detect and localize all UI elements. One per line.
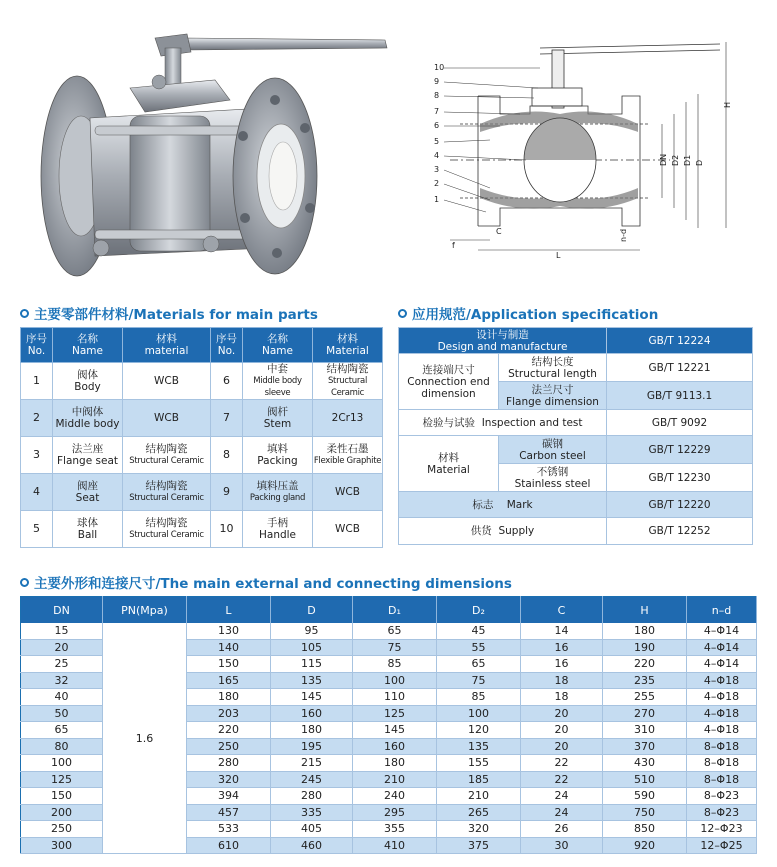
header-name-2: 名称 Name xyxy=(243,328,313,363)
cell-d2: 210 xyxy=(437,788,521,805)
cell-d2: 120 xyxy=(437,722,521,739)
header-no: 序号 No. xyxy=(21,328,53,363)
cell-material-2: 柔性石墨 Flexible Graphite xyxy=(313,437,383,474)
dim-d2: D2 xyxy=(671,154,680,166)
cell-l: 150 xyxy=(187,656,271,673)
cell-d2: 265 xyxy=(437,804,521,821)
app-supply-label: 供货 Supply xyxy=(399,518,607,545)
cell-h: 220 xyxy=(603,656,687,673)
cell-l: 180 xyxy=(187,689,271,706)
cell-nd: 8–Φ23 xyxy=(687,788,757,805)
cell-d1: 100 xyxy=(353,672,437,689)
header-no-2: 序号 No. xyxy=(211,328,243,363)
cell-no: 1 xyxy=(21,363,53,400)
cell-d: 460 xyxy=(271,837,353,854)
cell-material: WCB xyxy=(123,363,211,400)
callout-4: 4 xyxy=(434,151,440,160)
cell-d1: 75 xyxy=(353,639,437,656)
cell-material-2: 结构陶瓷 Structural Ceramic xyxy=(313,363,383,400)
cell-name-2: 手柄 Handle xyxy=(243,511,313,548)
header-name: 名称 Name xyxy=(53,328,123,363)
dimensions-header-row xyxy=(21,597,757,624)
cell-nd: 4–Φ14 xyxy=(687,639,757,656)
cell-no: 2 xyxy=(21,400,53,437)
header-material-2: 材料 Material xyxy=(313,328,383,363)
cell-nd: 4–Φ14 xyxy=(687,656,757,673)
cell-dn: 80 xyxy=(21,738,103,755)
cell-dn: 250 xyxy=(21,821,103,838)
dim-header-0: DN xyxy=(21,597,103,624)
cross-section-drawing xyxy=(430,28,760,268)
cell-d1: 145 xyxy=(353,722,437,739)
bullet-icon xyxy=(20,309,29,318)
cell-h: 920 xyxy=(603,837,687,854)
dimensions-table xyxy=(20,596,757,854)
dimensions-row xyxy=(21,623,757,639)
cell-nd: 12–Φ25 xyxy=(687,837,757,854)
cell-d1: 295 xyxy=(353,804,437,821)
cell-d: 115 xyxy=(271,656,353,673)
dim-h: H xyxy=(723,101,732,108)
app-design-value: GB/T 12224 xyxy=(607,328,753,354)
dim-f: f xyxy=(452,241,455,250)
cell-name: 法兰座 Flange seat xyxy=(53,437,123,474)
cell-no-2: 8 xyxy=(211,437,243,474)
dim-header-8: n–d xyxy=(687,597,757,624)
cell-d: 280 xyxy=(271,788,353,805)
cell-h: 370 xyxy=(603,738,687,755)
dim-header-6: C xyxy=(521,597,603,624)
cell-d1: 180 xyxy=(353,755,437,772)
cell-dn: 15 xyxy=(21,623,103,639)
materials-row xyxy=(21,363,383,400)
cell-c: 30 xyxy=(521,837,603,854)
dim-header-7: H xyxy=(603,597,687,624)
cell-d: 95 xyxy=(271,623,353,639)
cell-dn: 25 xyxy=(21,656,103,673)
cell-nd: 4–Φ18 xyxy=(687,672,757,689)
cell-material: WCB xyxy=(123,400,211,437)
cell-d: 245 xyxy=(271,771,353,788)
cell-no: 3 xyxy=(21,437,53,474)
app-cs-value: GB/T 12229 xyxy=(607,436,753,464)
dim-header-4: D₁ xyxy=(353,597,437,624)
app-row-inspection xyxy=(399,410,753,436)
cell-d1: 240 xyxy=(353,788,437,805)
cell-d1: 110 xyxy=(353,689,437,706)
cell-dn: 300 xyxy=(21,837,103,854)
cell-l: 165 xyxy=(187,672,271,689)
dimensions-title: 主要外形和连接尺寸/The main external and connecting dimensions xyxy=(20,572,512,592)
cell-d2: 375 xyxy=(437,837,521,854)
app-row-supply xyxy=(399,518,753,545)
cell-material-2: WCB xyxy=(313,511,383,548)
app-mark-value: GB/T 12220 xyxy=(607,492,753,518)
cell-name-2: 填料压盖 Packing gland xyxy=(243,474,313,511)
cell-l: 203 xyxy=(187,705,271,722)
cell-d1: 125 xyxy=(353,705,437,722)
dim-nd: n-d xyxy=(619,228,628,242)
cell-c: 20 xyxy=(521,738,603,755)
cell-nd: 8–Φ18 xyxy=(687,738,757,755)
app-conn-label: 连接端尺寸 Connection end dimension xyxy=(399,354,499,410)
cell-l: 130 xyxy=(187,623,271,639)
cell-h: 430 xyxy=(603,755,687,772)
cell-c: 22 xyxy=(521,755,603,772)
cell-dn: 65 xyxy=(21,722,103,739)
app-mark-label: 标志 Mark xyxy=(399,492,607,518)
bullet-icon xyxy=(20,578,29,587)
cell-d2: 65 xyxy=(437,656,521,673)
cell-h: 190 xyxy=(603,639,687,656)
cell-d2: 135 xyxy=(437,738,521,755)
callout-3: 3 xyxy=(434,165,440,174)
cell-c: 16 xyxy=(521,656,603,673)
dim-c: C xyxy=(496,227,502,236)
cell-c: 20 xyxy=(521,722,603,739)
cell-nd: 4–Φ14 xyxy=(687,623,757,639)
app-row-structural xyxy=(399,354,753,382)
app-flange-label: 法兰尺寸 Flange dimension xyxy=(499,382,607,410)
cell-no: 4 xyxy=(21,474,53,511)
cell-nd: 12–Φ23 xyxy=(687,821,757,838)
callout-9: 9 xyxy=(434,77,440,86)
application-table xyxy=(398,327,753,545)
cell-h: 180 xyxy=(603,623,687,639)
cell-dn: 32 xyxy=(21,672,103,689)
dim-dn: DN xyxy=(659,153,668,166)
cell-nd: 4–Φ18 xyxy=(687,705,757,722)
callout-10: 10 xyxy=(434,63,445,72)
cell-dn: 100 xyxy=(21,755,103,772)
cell-d: 135 xyxy=(271,672,353,689)
cell-h: 255 xyxy=(603,689,687,706)
cell-pn: 1.6 xyxy=(103,623,187,854)
cell-d: 215 xyxy=(271,755,353,772)
cell-d: 180 xyxy=(271,722,353,739)
callout-8: 8 xyxy=(434,91,440,100)
cell-d: 335 xyxy=(271,804,353,821)
dim-d1: D1 xyxy=(683,154,692,166)
cell-c: 20 xyxy=(521,705,603,722)
dim-header-3: D xyxy=(271,597,353,624)
dim-l: L xyxy=(556,251,561,260)
cell-d2: 320 xyxy=(437,821,521,838)
cell-d2: 85 xyxy=(437,689,521,706)
cell-name: 阀体 Body xyxy=(53,363,123,400)
dim-header-5: D₂ xyxy=(437,597,521,624)
cell-dn: 150 xyxy=(21,788,103,805)
cell-d1: 210 xyxy=(353,771,437,788)
cell-no-2: 10 xyxy=(211,511,243,548)
cell-d2: 100 xyxy=(437,705,521,722)
cell-h: 850 xyxy=(603,821,687,838)
app-material-label: 材料 Material xyxy=(399,436,499,492)
cell-l: 394 xyxy=(187,788,271,805)
application-title: 应用规范/Application specification xyxy=(398,303,658,323)
cell-d1: 355 xyxy=(353,821,437,838)
app-insp-value: GB/T 9092 xyxy=(607,410,753,436)
cell-d1: 410 xyxy=(353,837,437,854)
cell-d2: 75 xyxy=(437,672,521,689)
cell-l: 220 xyxy=(187,722,271,739)
cell-dn: 40 xyxy=(21,689,103,706)
cell-no-2: 7 xyxy=(211,400,243,437)
materials-row xyxy=(21,400,383,437)
cell-nd: 8–Φ18 xyxy=(687,755,757,772)
cell-name-2: 中套 Middle body sleeve xyxy=(243,363,313,400)
cell-nd: 4–Φ18 xyxy=(687,722,757,739)
materials-table xyxy=(20,327,383,548)
cell-c: 24 xyxy=(521,804,603,821)
cell-h: 235 xyxy=(603,672,687,689)
cell-l: 280 xyxy=(187,755,271,772)
header-material: 材料 material xyxy=(123,328,211,363)
cell-nd: 4–Φ18 xyxy=(687,689,757,706)
cell-c: 18 xyxy=(521,689,603,706)
cell-c: 26 xyxy=(521,821,603,838)
cell-d: 195 xyxy=(271,738,353,755)
cell-material-2: WCB xyxy=(313,474,383,511)
materials-row xyxy=(21,511,383,548)
cell-l: 533 xyxy=(187,821,271,838)
valve-photo xyxy=(35,8,405,288)
cell-d1: 65 xyxy=(353,623,437,639)
cell-l: 610 xyxy=(187,837,271,854)
cell-d: 160 xyxy=(271,705,353,722)
cell-d1: 85 xyxy=(353,656,437,673)
app-cs-label: 碳钢 Carbon steel xyxy=(499,436,607,464)
cell-dn: 50 xyxy=(21,705,103,722)
cell-h: 510 xyxy=(603,771,687,788)
app-insp-label: 检验与试验 Inspection and test xyxy=(399,410,607,436)
cell-name: 中阀体 Middle body xyxy=(53,400,123,437)
cell-nd: 8–Φ23 xyxy=(687,804,757,821)
cell-dn: 125 xyxy=(21,771,103,788)
cell-l: 320 xyxy=(187,771,271,788)
cell-c: 16 xyxy=(521,639,603,656)
materials-title: 主要零部件材料/Materials for main parts xyxy=(20,303,318,323)
cell-h: 310 xyxy=(603,722,687,739)
cell-l: 250 xyxy=(187,738,271,755)
callout-7: 7 xyxy=(434,107,440,116)
cell-c: 14 xyxy=(521,623,603,639)
cell-name-2: 填料 Packing xyxy=(243,437,313,474)
cell-no-2: 6 xyxy=(211,363,243,400)
app-supply-value: GB/T 12252 xyxy=(607,518,753,545)
app-ss-label: 不锈钢 Stainless steel xyxy=(499,464,607,492)
cell-name: 阀座 Seat xyxy=(53,474,123,511)
dim-header-2: L xyxy=(187,597,271,624)
cell-d1: 160 xyxy=(353,738,437,755)
cell-c: 22 xyxy=(521,771,603,788)
cell-material-2: 2Cr13 xyxy=(313,400,383,437)
cell-name-2: 阀杆 Stem xyxy=(243,400,313,437)
cell-material: 结构陶瓷 Structural Ceramic xyxy=(123,474,211,511)
app-ss-value: GB/T 12230 xyxy=(607,464,753,492)
cell-l: 457 xyxy=(187,804,271,821)
cell-d2: 155 xyxy=(437,755,521,772)
app-design-label: 设计与制造 Design and manufacture xyxy=(399,328,607,354)
callout-6: 6 xyxy=(434,121,440,130)
cell-c: 24 xyxy=(521,788,603,805)
app-row-carbon xyxy=(399,436,753,464)
app-row-design xyxy=(399,328,753,354)
callout-1: 1 xyxy=(434,195,440,204)
cell-c: 18 xyxy=(521,672,603,689)
cell-d: 405 xyxy=(271,821,353,838)
materials-header-row xyxy=(21,328,383,363)
cell-h: 270 xyxy=(603,705,687,722)
callout-2: 2 xyxy=(434,179,440,188)
cell-no-2: 9 xyxy=(211,474,243,511)
dim-d: D xyxy=(695,159,704,166)
app-struct-value: GB/T 12221 xyxy=(607,354,753,382)
cell-d2: 55 xyxy=(437,639,521,656)
cell-material: 结构陶瓷 Structural Ceramic xyxy=(123,511,211,548)
cell-d2: 45 xyxy=(437,623,521,639)
bullet-icon xyxy=(398,309,407,318)
cell-d: 105 xyxy=(271,639,353,656)
app-flange-value: GB/T 9113.1 xyxy=(607,382,753,410)
cell-no: 5 xyxy=(21,511,53,548)
cell-h: 590 xyxy=(603,788,687,805)
app-row-mark xyxy=(399,492,753,518)
cell-d: 145 xyxy=(271,689,353,706)
cell-l: 140 xyxy=(187,639,271,656)
cell-d2: 185 xyxy=(437,771,521,788)
cell-name: 球体 Ball xyxy=(53,511,123,548)
cell-dn: 200 xyxy=(21,804,103,821)
materials-row xyxy=(21,437,383,474)
materials-row xyxy=(21,474,383,511)
callout-5: 5 xyxy=(434,137,440,146)
dim-header-1: PN(Mpa) xyxy=(103,597,187,624)
cell-nd: 8–Φ18 xyxy=(687,771,757,788)
cell-material: 结构陶瓷 Structural Ceramic xyxy=(123,437,211,474)
cell-dn: 20 xyxy=(21,639,103,656)
cell-h: 750 xyxy=(603,804,687,821)
app-struct-label: 结构长度 Structural length xyxy=(499,354,607,382)
